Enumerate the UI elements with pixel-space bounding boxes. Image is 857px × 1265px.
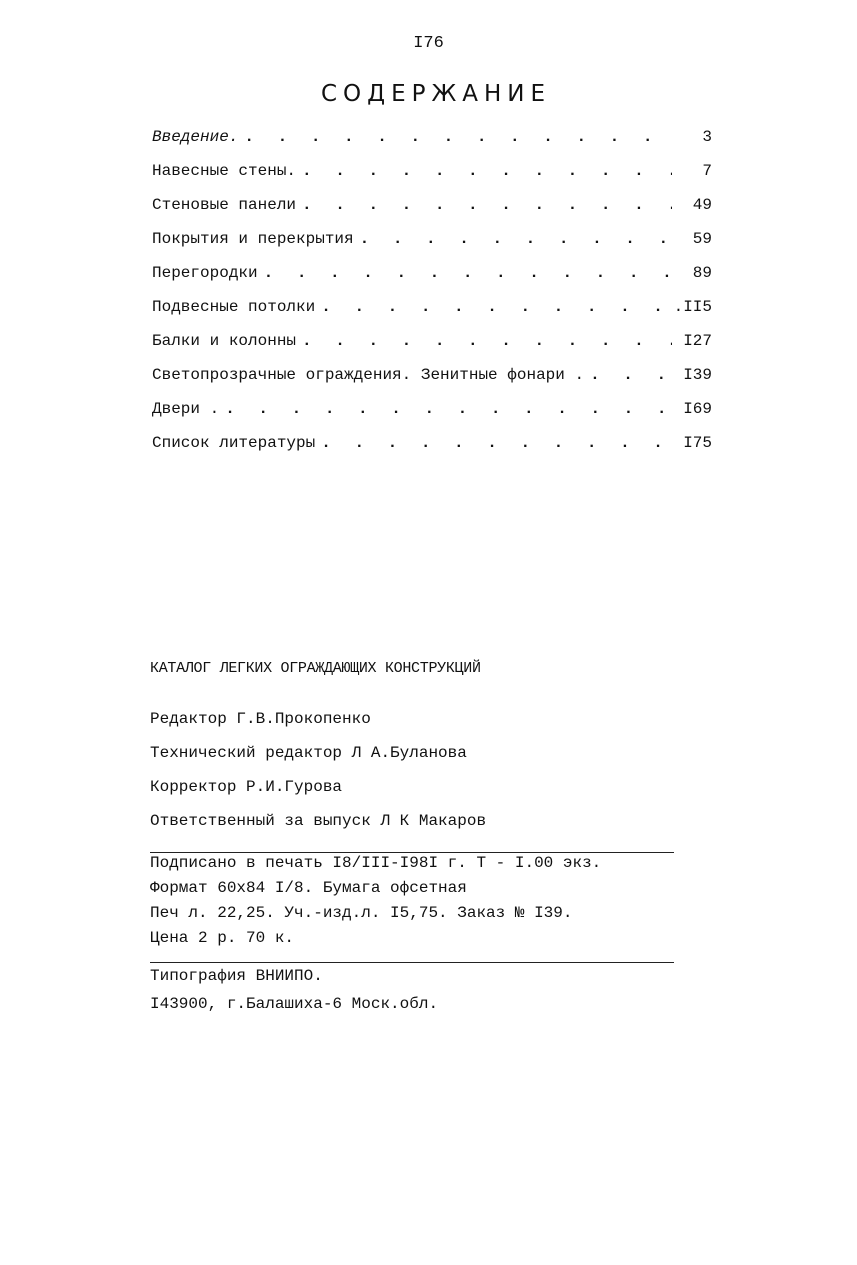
print-price-line: Цена 2 р. 70 к. — [150, 929, 295, 947]
editor-line: Редактор Г.В.Прокопенко — [150, 710, 371, 728]
press-block — [150, 967, 438, 1023]
toc-entry-title: Подвесные потолки — [152, 298, 316, 316]
toc-entry-title: Введение. — [152, 128, 239, 146]
toc-entry-translucent-enclosures — [152, 366, 712, 400]
book-title: КАТАЛОГ ЛЕГКИХ ОГРАЖДАЮЩИХ КОНСТРУКЦИЙ — [150, 660, 481, 677]
toc-leader-dots — [321, 434, 672, 452]
toc-entry-page: I69 — [683, 400, 712, 418]
toc-entry-title: Стеновые панели — [152, 196, 297, 214]
toc-entry-page: .II5 — [673, 298, 712, 316]
toc-entry-roofs-floors — [152, 230, 712, 264]
toc-entry-suspended-ceilings — [152, 298, 712, 332]
toc-leader-dots — [302, 162, 672, 180]
toc-entry-page: 7 — [702, 162, 712, 180]
toc-leader-dots — [264, 264, 672, 282]
toc-entry-title: Покрытия и перекрытия — [152, 230, 354, 248]
divider-rule — [150, 852, 674, 853]
toc-entry-wall-panels — [152, 196, 712, 230]
toc-entry-partitions — [152, 264, 712, 298]
toc-leader-dots — [302, 332, 672, 350]
toc-entry-page: 49 — [692, 196, 712, 214]
print-sheets-line: Печ л. 22,25. Уч.-изд.л. I5,75. Заказ № I39. — [150, 904, 573, 922]
toc-entry-title: Навесные стены. — [152, 162, 297, 180]
toc-entry-doors — [152, 400, 712, 434]
toc-entry-page: 59 — [692, 230, 712, 248]
divider-rule — [150, 962, 674, 963]
toc-leader-dots — [590, 366, 672, 384]
toc-entry-title: Перегородки — [152, 264, 258, 282]
page-title: СОДЕРЖАНИЕ — [320, 81, 552, 108]
toc-entry-page: I27 — [683, 332, 712, 350]
press-name-line: Типография ВНИИПО. — [150, 967, 323, 985]
toc-entry-page: 3 — [702, 128, 712, 146]
page-number: I76 — [413, 34, 444, 53]
press-address-line: I43900, г.Балашиха-6 Моск.обл. — [150, 995, 439, 1013]
print-signed-line: Подписано в печать I8/III-I98I г. Т - I.00 экз. — [150, 854, 602, 872]
toc-leader-dots — [225, 400, 672, 418]
print-format-line: Формат 60х84 I/8. Бумага офсетная — [150, 879, 467, 897]
print-info-block — [150, 854, 601, 954]
tech-editor-line: Технический редактор Л А.Буланова — [150, 744, 467, 762]
toc-entry-introduction — [152, 128, 712, 162]
toc-entry-title: Балки и колонны — [152, 332, 297, 350]
toc-leader-dots — [244, 128, 672, 146]
toc-entry-page: I39 — [683, 366, 712, 384]
proofreader-line: Корректор Р.И.Гурова — [150, 778, 343, 796]
imprint-block — [150, 660, 486, 836]
table-of-contents — [152, 128, 712, 468]
toc-leader-dots — [302, 196, 672, 214]
toc-leader-dots — [321, 298, 667, 316]
toc-entry-title: Двери . — [152, 400, 220, 418]
toc-entry-page: I75 — [683, 434, 712, 452]
toc-leader-dots — [360, 230, 672, 248]
toc-entry-title: Список литературы — [152, 434, 316, 452]
toc-entry-title: Светопрозрачные ограждения. Зенитные фонари . — [152, 366, 585, 384]
toc-entry-beams-columns — [152, 332, 712, 366]
toc-entry-references — [152, 434, 712, 468]
toc-entry-page: 89 — [692, 264, 712, 282]
toc-entry-curtain-walls — [152, 162, 712, 196]
responsible-line: Ответственный за выпуск Л К Макаров — [150, 812, 487, 830]
